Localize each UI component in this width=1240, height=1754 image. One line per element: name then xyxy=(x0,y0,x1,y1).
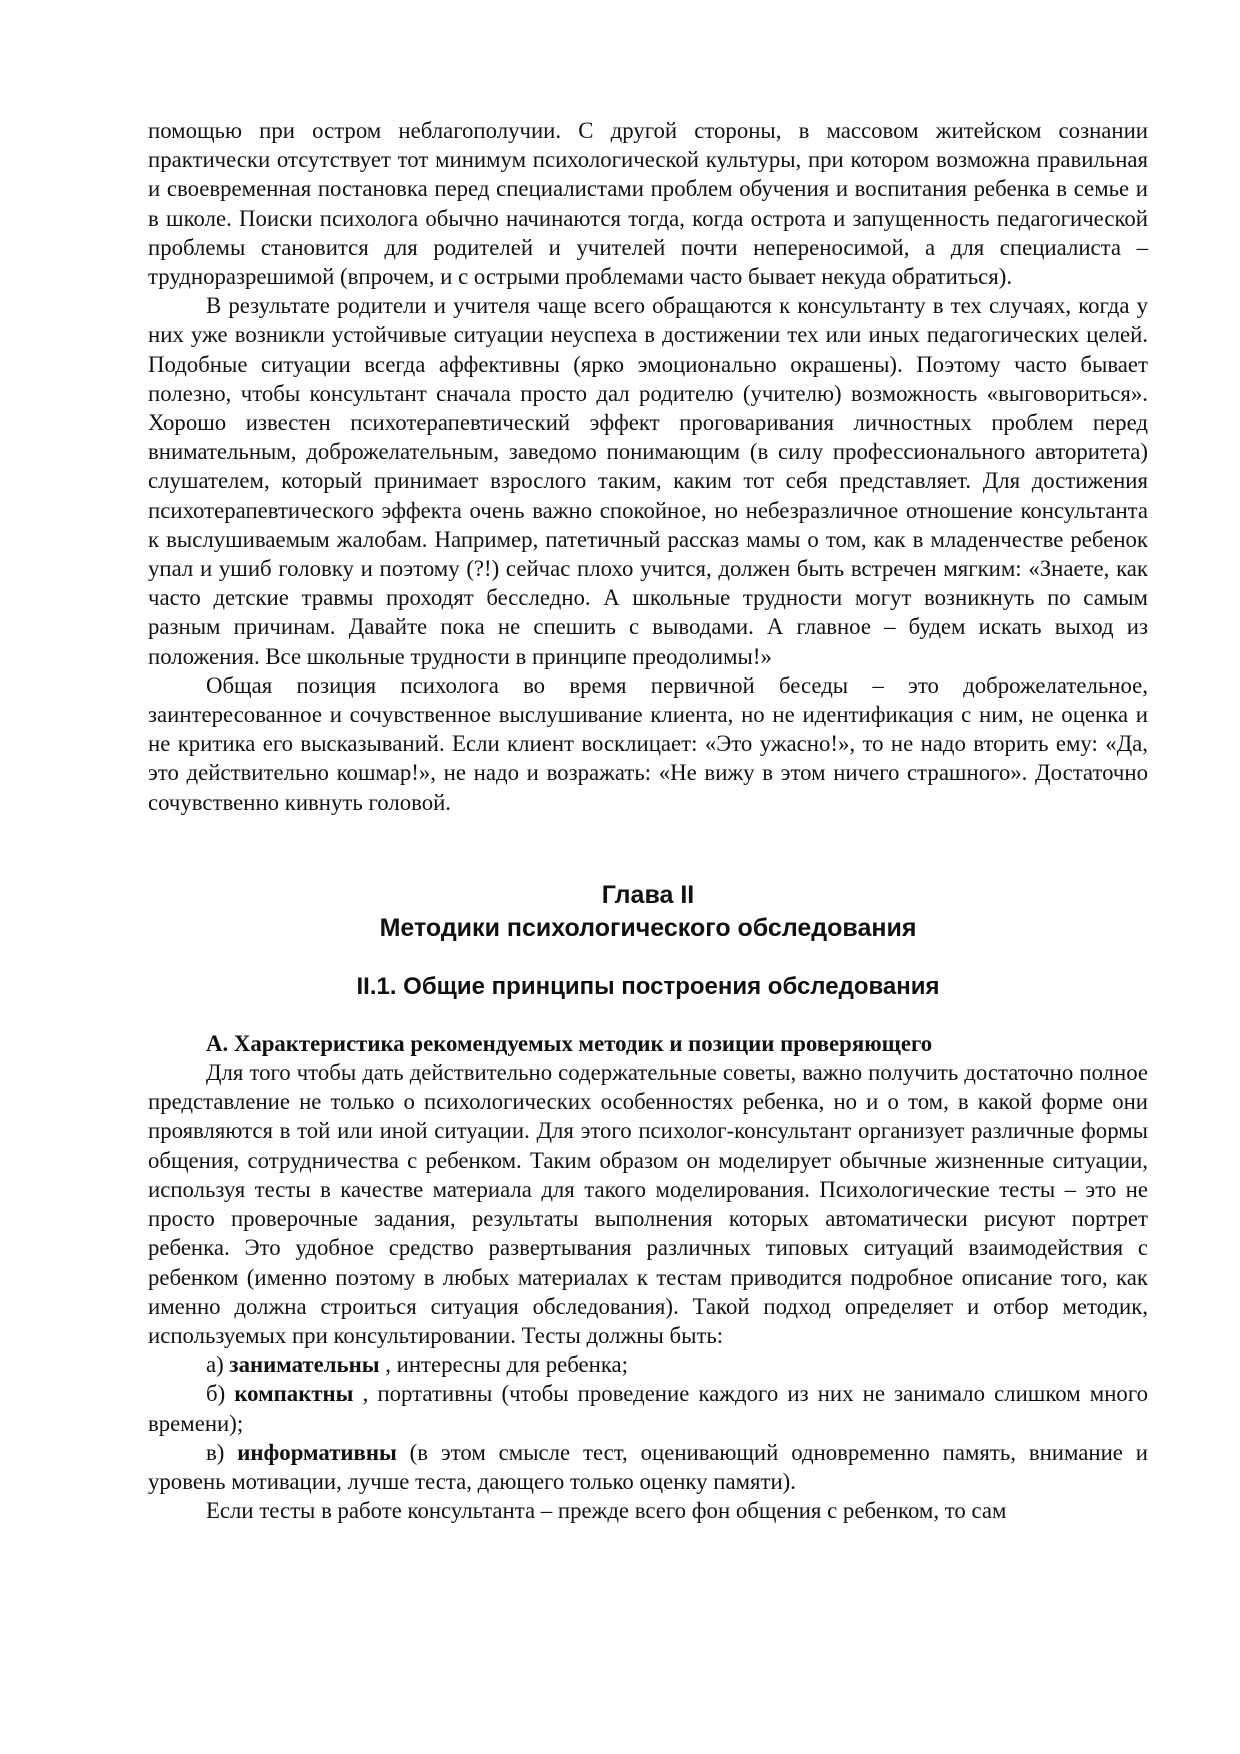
section-title: II.1. Общие принципы построения обследования xyxy=(356,972,940,1000)
list-marker: б) xyxy=(206,1381,226,1407)
list-text: , интересны для ребенка; xyxy=(379,1352,629,1378)
list-text: (в этом смысле тест, оценивающий одновременно память, внимание и уровень мотивации, лучше теста, дающего только оценку памяти). xyxy=(148,1439,1148,1494)
document-page xyxy=(148,116,1148,1525)
list-item-compact xyxy=(148,1379,1148,1437)
chapter-subtitle: Методики психологического обследования xyxy=(379,913,917,942)
list-item-engaging xyxy=(148,1350,1148,1379)
list-term: занимательны xyxy=(229,1352,380,1378)
paragraph-tests-background: Если тесты в работе консультанта – прежде всего фон общения с ребенком, то сам xyxy=(206,1498,1007,1524)
list-marker: в) xyxy=(206,1439,225,1465)
list-text: , портативны (чтобы проведение каждого из них не занимало слишком много времени); xyxy=(148,1381,1148,1436)
paragraph-psychologist-position: Общая позиция психолога во время первичной беседы – это доброжелательное, заинтересованное и сочувственное выслушивание клиента, но не идентификация с ним, не оценка и не критика его высказываний. Если клиент восклицает: «Это ужасно!», то не надо вторить ему: «Да, это действительно кошмар!», не надо и возражать: «Не вижу в этом ничего страшного». Достаточно сочувственно кивнуть головой. xyxy=(148,672,1148,815)
list-marker: а) xyxy=(206,1352,224,1378)
list-term: компактны xyxy=(234,1381,354,1407)
list-term: информативны xyxy=(237,1439,397,1465)
paragraph-consultant-approach: В результате родители и учителя чаще всего обращаются к консультанту в тех случаях, когда у них уже возникли устойчивые ситуации неуспеха в достижении тех или иных педагогических целей. Подобные ситуации всегда аффективны (ярко эмоционально окрашены). Поэтому часто бывает полезно, чтобы консультант сначала просто дал родителю (учителю) возможность «выговориться». Хорошо известен психотерапевтический эффект проговаривания личностных проблем перед внимательным, доброжелательным, заведомо понимающим (в силу профессионального авторитета) слушателем, который принимает взрослого таким, каким тот себя представляет. Для достижения психотерапевтического эффекта очень важно спокойное, но небезразличное отношение консультанта к выслушиваемым жалобам. Например, патетичный рассказ мамы о том, как в младенчестве ребенок упал и ушиб головку и поэтому (?!) сейчас плохо учится, должен быть встречен мягким: «Знаете, как часто детские травмы проходят бесследно. А школьные трудности могут возникнуть по самым разным причинам. Давайте пока не спешить с выводами. А главное – будем искать выход из положения. Все школьные трудности в принципе преодолимы!» xyxy=(148,293,1148,669)
paragraph-methods-intro: Для того чтобы дать действительно содержательные советы, важно получить достаточно полное представление не только о психологических особенностях ребенка, но и о том, в какой форме они проявляются в той или иной ситуации. Для этого психолог-консультант организует различные формы общения, сотрудничества с ребенком. Таким образом он моделирует обычные жизненные ситуации, используя тесты в качестве материала для такого моделирования. Психологические тесты – это не просто проверочные задания, результаты выполнения которых автоматически рисуют портрет ребенка. Это удобное средство развертывания различных типовых ситуаций взаимодействия с ребенком (именно поэтому в любых материалах к тестам приводится подробное описание того, как именно должна строиться ситуация обследования). Такой подход определяет и отбор методик, используемых при консультировании. Тесты должны быть: xyxy=(148,1060,1148,1348)
list-item-informative xyxy=(148,1438,1148,1496)
paragraph-continuation: помощью при остром неблагополучии. С другой стороны, в массовом житейском сознании практически отсутствует тот минимум психологической культуры, при котором возможна правильная и своевременная постановка перед специалистами проблем обучения и воспитания ребенка в семье и в школе. Поиски психолога обычно начинаются тогда, когда острота и запущенность педагогической проблемы становится для родителей и учителей почти непереносимой, а для специалиста – трудноразрешимой (впрочем, и с острыми проблемами часто бывает некуда обратиться). xyxy=(148,118,1148,290)
chapter-title: Глава II xyxy=(601,880,695,909)
subsection-title: А. Характеристика рекомендуемых методик и позиции проверяющего xyxy=(206,1030,933,1056)
